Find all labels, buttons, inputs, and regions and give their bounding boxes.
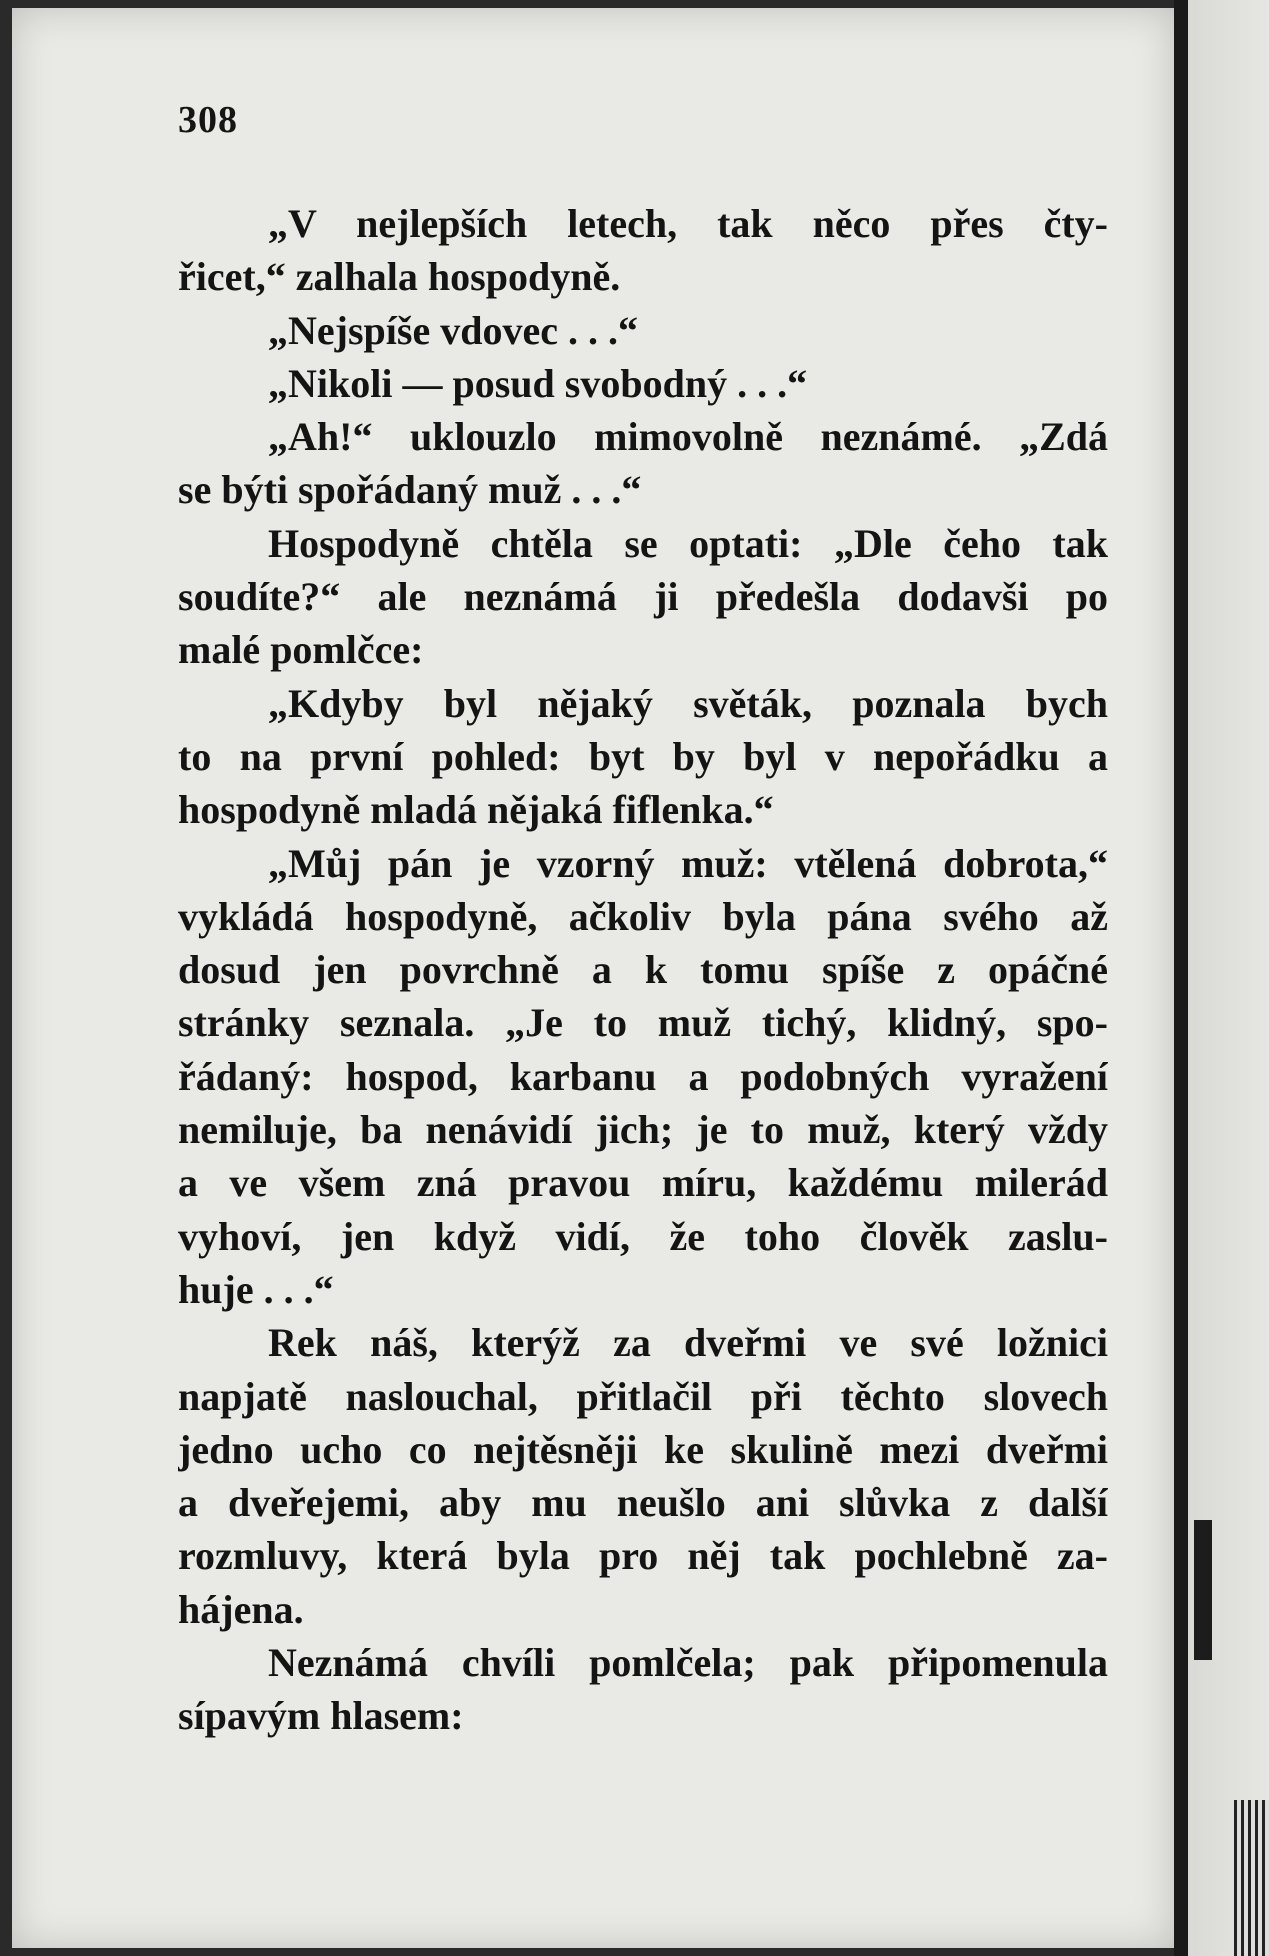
text-line: „V nejlepších letech, tak něco přes čty- bbox=[268, 201, 1108, 246]
text-line: soudíte?“ ale neznámá ji předešla dodavši po bbox=[178, 574, 1108, 620]
text-line: se býti spořádaný muž . . .“ bbox=[178, 467, 642, 513]
text-line: malé pomlčce: bbox=[178, 627, 424, 673]
text-line: Rek náš, kterýž za dveřmi ve své ložnici bbox=[268, 1320, 1108, 1366]
body-text bbox=[178, 197, 1108, 1743]
text-line: rozmluvy, která byla pro něj tak pochlebně za- bbox=[178, 1533, 1108, 1579]
page-edges bbox=[1234, 1800, 1269, 1956]
page-number: 308 bbox=[178, 99, 238, 141]
text-line: jedno ucho co nejtěsněji ke skulině mezi dveřmi bbox=[178, 1426, 1108, 1472]
text-line: nemiluje, ba nenávidí jich; je to muž, který vždy bbox=[178, 1107, 1108, 1153]
text-line: „Kdyby byl nějaký světák, poznala bych bbox=[268, 680, 1108, 726]
text-line: vyhoví, jen když vidí, že toho člověk zaslu- bbox=[178, 1213, 1108, 1259]
adjacent-page-edge bbox=[1174, 0, 1269, 1956]
text-line: a dveřejemi, aby mu neušlo ani slůvka z další bbox=[178, 1480, 1108, 1526]
text-line: napjatě naslouchal, přitlačil při těchto slovech bbox=[178, 1373, 1108, 1419]
text-line: huje . . .“ bbox=[178, 1266, 334, 1312]
text-line: Neznámá chvíli pomlčela; pak připomenula bbox=[268, 1640, 1108, 1686]
text-line: řádaný: hospod, karbanu a podobných vyražení bbox=[178, 1053, 1108, 1099]
text-line: a ve všem zná pravou míru, každému milerád bbox=[178, 1160, 1108, 1206]
text-line: stránky seznala. „Je to muž tichý, klidný, spo- bbox=[178, 1000, 1108, 1046]
text-line: „Ah!“ uklouzlo mimovolně neznámé. „Zdá bbox=[268, 414, 1108, 460]
text-line: Hospodyně chtěla se optati: „Dle čeho tak bbox=[268, 520, 1108, 566]
binding-shadow bbox=[1194, 1520, 1212, 1660]
text-line: „Nikoli — posud svobodný . . .“ bbox=[268, 360, 808, 406]
text-line: to na první pohled: byt by byl v nepořádku a bbox=[178, 733, 1108, 779]
text-line: hospodyně mladá nějaká fiflenka.“ bbox=[178, 787, 774, 833]
text-line: „Můj pán je vzorný muž: vtělená dobrota,“ bbox=[268, 840, 1108, 886]
text-line: řicet,“ zalhala hospodyně. bbox=[178, 254, 621, 300]
text-line: „Nejspíše vdovec . . .“ bbox=[268, 307, 638, 353]
text-line: hájena. bbox=[178, 1586, 304, 1632]
text-line: dosud jen povrchně a k tomu spíše z opáčné bbox=[178, 947, 1108, 993]
text-line: sípavým hlasem: bbox=[178, 1693, 464, 1739]
text-line: vykládá hospodyně, ačkoliv byla pána svého až bbox=[178, 893, 1108, 939]
